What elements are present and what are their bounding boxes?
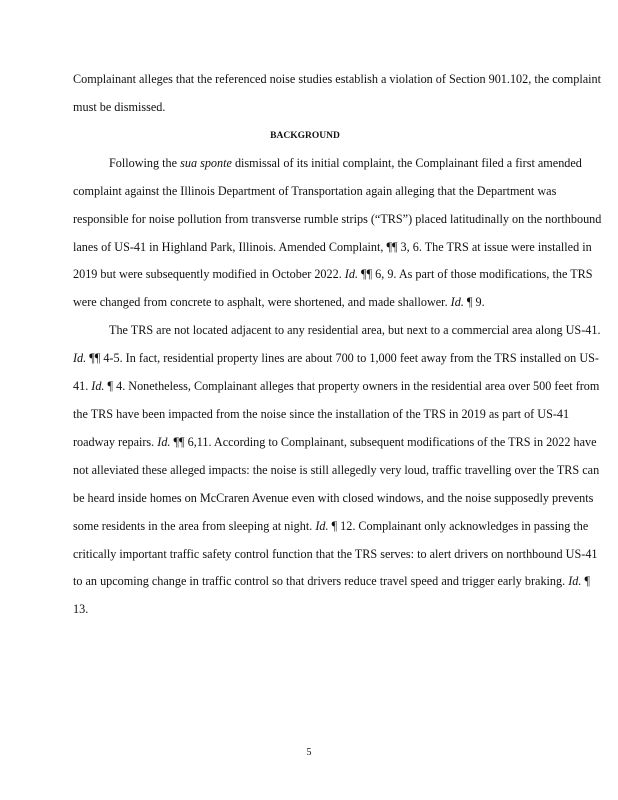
background-paragraph-2 [73,317,605,624]
citation-id: Id. [91,379,105,394]
section-heading: BACKGROUND [270,130,340,141]
citation-id: Id. [315,518,329,533]
text-span: dismissal of its initial complaint, the Complainant filed a first amended complaint against the Illinois Department of Transportation again alleging that the Department was responsible for noise pollution from transverse rumble strips (“TRS”) placed latitudinally on the northbound lanes of US-41 in Highland Park, Illinois. Amended Complaint, ¶¶ 3, 6. The TRS at issue were installed in 2019 but were subsequently modified in October 2022. [73,155,602,282]
text-span: ¶ 13. [73,574,590,617]
text-span: ¶ 9. [463,295,485,310]
text-span: The TRS are not located adjacent to any residential area, but next to a commercial area along US-41. [109,323,601,338]
citation-id: Id. [157,434,171,449]
text-span: ¶¶ 4-5. In fact, residential property lines are about 700 to 1,000 feet away from the TRS installed on US-41. [73,351,599,394]
text-span: ¶ 4. Nonetheless, Complainant alleges that property owners in the residential area over 500 feet from the TRS have been impacted from the noise since the installation of the TRS in 2019 as part of US-41 roadway repairs. [73,379,600,449]
document-body [73,66,605,624]
italic-term: sua sponte [180,155,232,170]
citation-id: Id. [344,267,358,282]
citation-id: Id. [73,351,87,366]
intro-paragraph: Complainant alleges that the referenced noise studies establish a violation of Section 901.102, the complaint must be dismissed. [73,72,601,114]
text-span: Following the [109,155,181,170]
background-paragraph-1 [73,150,605,317]
page-number: 5 [306,747,312,758]
text-span: ¶ 12. Complainant only acknowledges in passing the critically important traffic safety control function that the TRS serves: to alert drivers on northbound US-41 to an upcoming change in traffic control so that drivers reduce travel speed and trigger early braking. [73,518,598,589]
text-span: ¶¶ 6, 9. As part of those modifications, the TRS were changed from concrete to asphalt, were shortened, and made shallower. [73,267,593,310]
text-span: ¶¶ 6,11. According to Complainant, subsequent modifications of the TRS in 2022 have not alleviated these alleged impacts: the noise is still allegedly very loud, traffic travelling over the TRS can be heard inside homes on McCraren Avenue even with closed windows, and the noise supposedly prevents some residents in the area from sleeping at night. [73,434,600,533]
citation-id: Id. [568,574,582,589]
citation-id: Id. [450,295,464,310]
